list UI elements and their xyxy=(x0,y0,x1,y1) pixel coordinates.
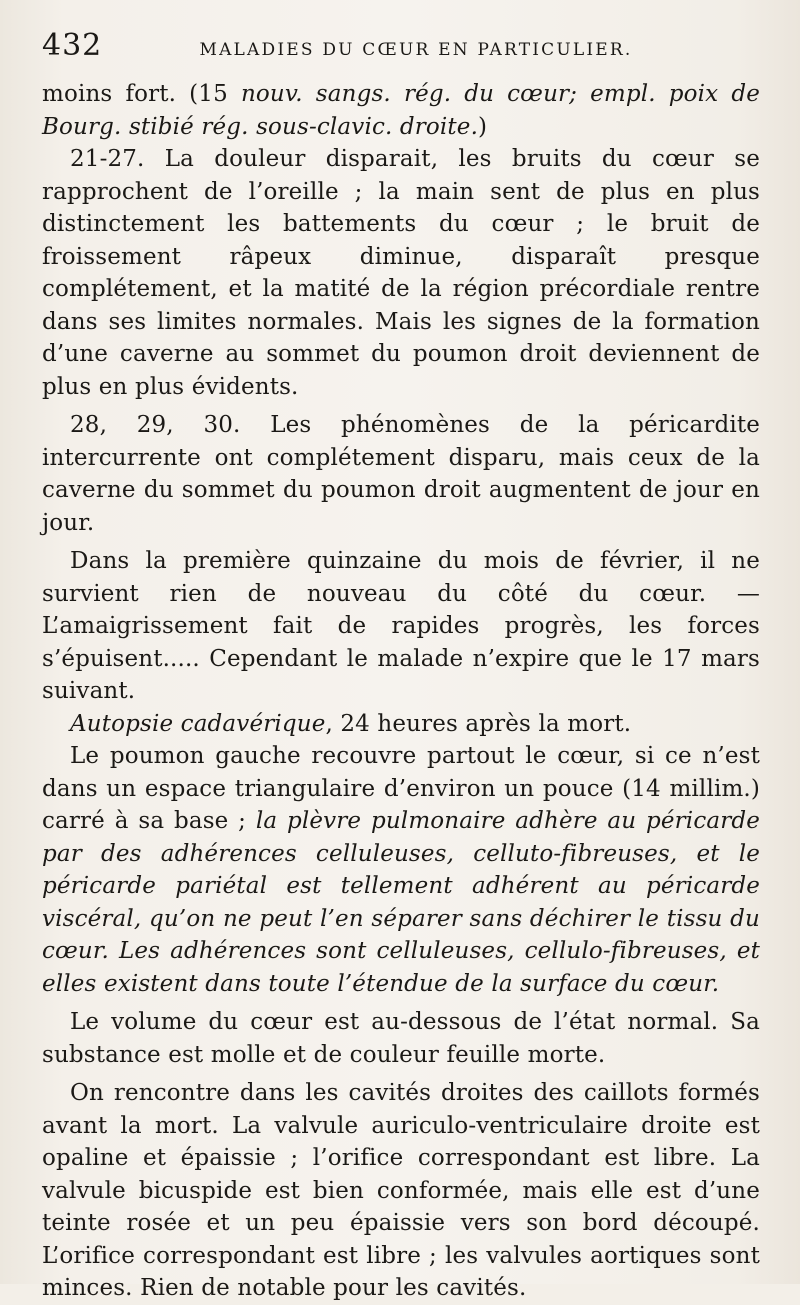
paragraph-4: Dans la première quinzaine du mois de février, il ne survient rien de nouveau du côté du cœur. — L’amaigrissement fait de rapides progrès, les forces s’épuisent..... Cependant le malade n’expire que le 17 mars suivant. xyxy=(42,548,760,704)
running-title: MALADIES DU CŒUR EN PARTICULIER. xyxy=(199,40,633,60)
paragraph-7: Le volume du cœur est au-dessous de l’état normal. Sa substance est molle et de couleur feuille morte. xyxy=(42,1009,760,1068)
body-text xyxy=(42,78,760,1305)
paragraph-8: On rencontre dans les cavités droites des caillots formés avant la mort. La valvule auriculo-ventriculaire droite est opaline et épaissie ; l’orifice correspondant est libre. La valvule bicuspide est bien conformée, mais elle est d’une teinte rosée et un peu épaissie vers son bord découpé. L’orifice correspondant est libre ; les valvules aortiques sont minces. Rien de notable pour les cavités. xyxy=(42,1080,760,1301)
paragraph-1: moins fort. (15 nouv. sangs. rég. du cœur; empl. poix de Bourg. stibié rég. sous-clavic. droite.) xyxy=(42,81,760,140)
paragraph-3: 28, 29, 30. Les phénomènes de la péricardite intercurrente ont complétement disparu, mais ceux de la caverne du sommet du poumon droit augmentent de jour en jour. xyxy=(42,412,760,536)
paragraph-6: Le poumon gauche recouvre partout le cœur, si ce n’est dans un espace triangulaire d’environ un pouce (14 millim.) carré à sa base ; la plèvre pulmonaire adhère au péricarde par des adhérences celluleuses, celluto-fibreuses, et le péricarde pariétal est tellement adhérent au péricarde viscéral, qu’on ne peut l’en séparer sans déchirer le tissu du cœur. Les adhérences sont celluleuses, cellulo-fibreuses, et elles existent dans toute l’étendue de la surface du cœur. xyxy=(42,743,760,997)
page-number: 432 xyxy=(42,28,103,63)
paragraph-5: Autopsie cadavérique, 24 heures après la mort. xyxy=(70,710,632,737)
running-head xyxy=(42,28,760,78)
paragraph-2: 21-27. La douleur disparait, les bruits du cœur se rapprochent de l’oreille ; la main sent de plus en plus distinctement les battements du cœur ; le bruit de froissement râpeux diminue, disparaît presque complétement, et la matité de la région précordiale rentre dans ses limites normales. Mais les signes de la formation d’une caverne au sommet du poumon droit deviennent de plus en plus évidents. xyxy=(42,146,760,400)
